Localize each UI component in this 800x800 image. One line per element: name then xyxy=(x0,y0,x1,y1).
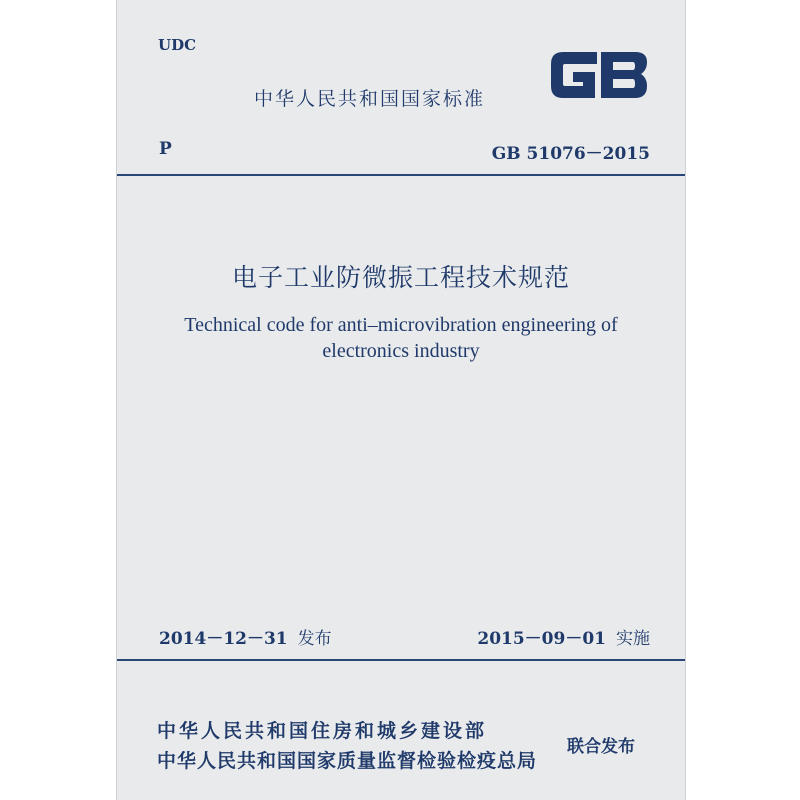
issue-label: 发布 xyxy=(297,629,332,649)
udc-label: UDC xyxy=(158,36,197,54)
title-chinese: 电子工业防微振工程技术规范 xyxy=(231,263,570,292)
title-english-line-1: Technical code for anti–microvibration engineering of xyxy=(184,314,618,336)
top-divider xyxy=(117,174,685,176)
standard-cover xyxy=(116,0,686,800)
issue-date xyxy=(159,624,332,649)
effective-date xyxy=(477,624,650,649)
issuer-ministry: 中华人民共和国住房和城乡建设部 xyxy=(157,720,488,742)
standard-number: GB 51076－2015 xyxy=(491,144,650,164)
gb-logo xyxy=(547,46,651,104)
issue-date-value: 2014－12－31 xyxy=(159,629,288,649)
effective-label: 实施 xyxy=(616,629,650,649)
joint-release-label: 联合发布 xyxy=(567,737,635,757)
title-english xyxy=(127,312,675,364)
bottom-divider xyxy=(117,659,685,661)
issuer-aqsiq: 中华人民共和国国家质量监督检验检疫总局 xyxy=(157,750,538,772)
standard-type: 中华人民共和国国家标准 xyxy=(254,88,486,110)
effective-date-value: 2015－09－01 xyxy=(477,629,606,649)
title-english-line-2: electronics industry xyxy=(322,340,480,362)
classification-code: P xyxy=(159,139,172,159)
